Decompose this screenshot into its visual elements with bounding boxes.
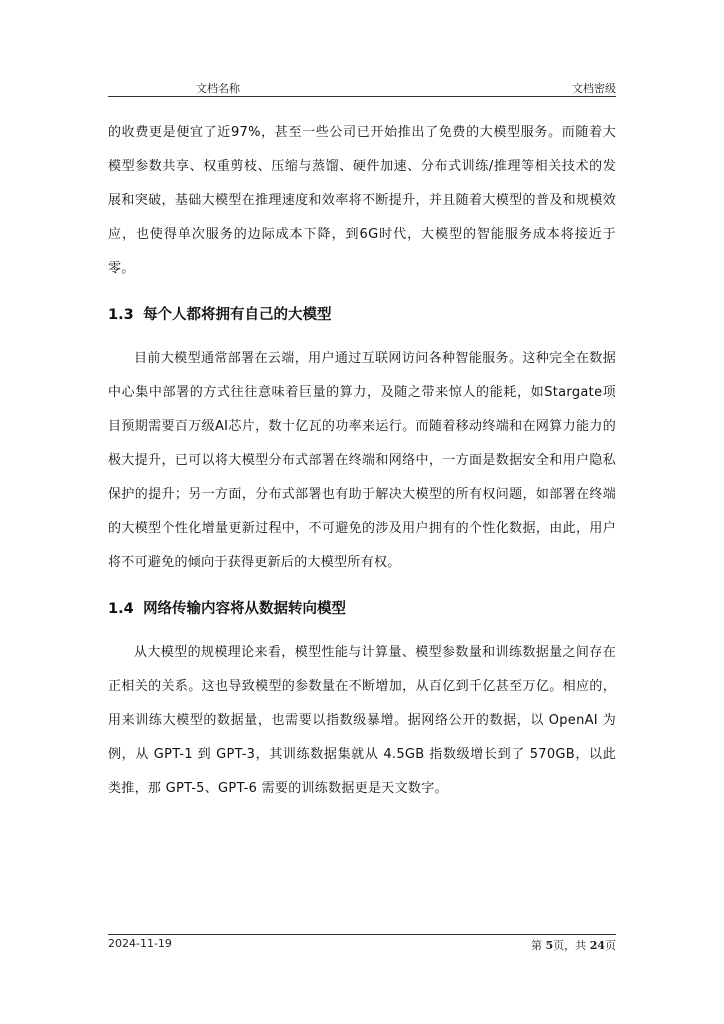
document-body xyxy=(108,116,616,806)
section-title: 网络传输内容将从数据转向模型 xyxy=(143,601,347,617)
paragraph-scaling: 从大模型的规模理论来看，模型性能与计算量、模型参数量和训练数据量之间存在正相关的关系。这也导致模型的参数量在不断增加，从百亿到千亿甚至万亿。相应的，用来训练大模型的数据量，也需要以指数级暴增。据网络公开的数据，以 OpenAI 为例，从 GPT-1 到 GPT-3，其训练数据集就从 4.5GB 指数级增长到了 570GB，以此类推，那 GPT-5、GPT-6 需要的训练数据更是天文数字。 xyxy=(108,645,616,796)
section-heading-1-3 xyxy=(108,298,616,332)
section-number: 1.3 xyxy=(108,307,134,323)
paragraph-deployment: 目前大模型通常部署在云端，用户通过互联网访问各种智能服务。这种完全在数据中心集中部署的方式往往意味着巨量的算力，及随之带来惊人的能耗，如Stargate项目预期需要百万级AI芯片，数十亿瓦的功率来运行。而随着移动终端和在网算力能力的极大提升，已可以将大模型分布式部署在终端和网络中，一方面是数据安全和用户隐私保护的提升；另一方面，分布式部署也有助于解决大模型的所有权问题，如部署在终端的大模型个性化增量更新过程中，不可避免的涉及用户拥有的个性化数据，由此，用户将不可避免的倾向于获得更新后的大模型所有权。 xyxy=(108,351,616,570)
paragraph-cost: 的收费更是便宜了近97%，甚至一些公司已开始推出了免费的大模型服务。而随着大模型参数共享、权重剪枝、压缩与蒸馏、硬件加速、分布式训练/推理等相关技术的发展和突破，基础大模型在推理速度和效率将不断提升，并且随着大模型的普及和规模效应，也使得单次服务的边际成本下降，到6G时代，大模型的智能服务成本将接近于零。 xyxy=(108,125,616,276)
document-name: 文档名称 xyxy=(196,82,240,95)
page-total: 24 xyxy=(589,939,605,952)
page-suffix: 页 xyxy=(605,939,616,952)
document-classification: 文档密级 xyxy=(572,82,616,95)
section-title: 每个人都将拥有自己的大模型 xyxy=(143,307,332,323)
section-heading-1-4 xyxy=(108,592,616,626)
page-current: 5 xyxy=(545,939,554,952)
page-header xyxy=(108,78,616,97)
page-prefix: 第 xyxy=(531,939,546,952)
page-mid: 页，共 xyxy=(553,939,590,952)
page-number xyxy=(531,937,616,953)
page-footer xyxy=(108,934,616,953)
section-number: 1.4 xyxy=(108,601,134,617)
footer-date: 2024-11-19 xyxy=(108,937,172,950)
